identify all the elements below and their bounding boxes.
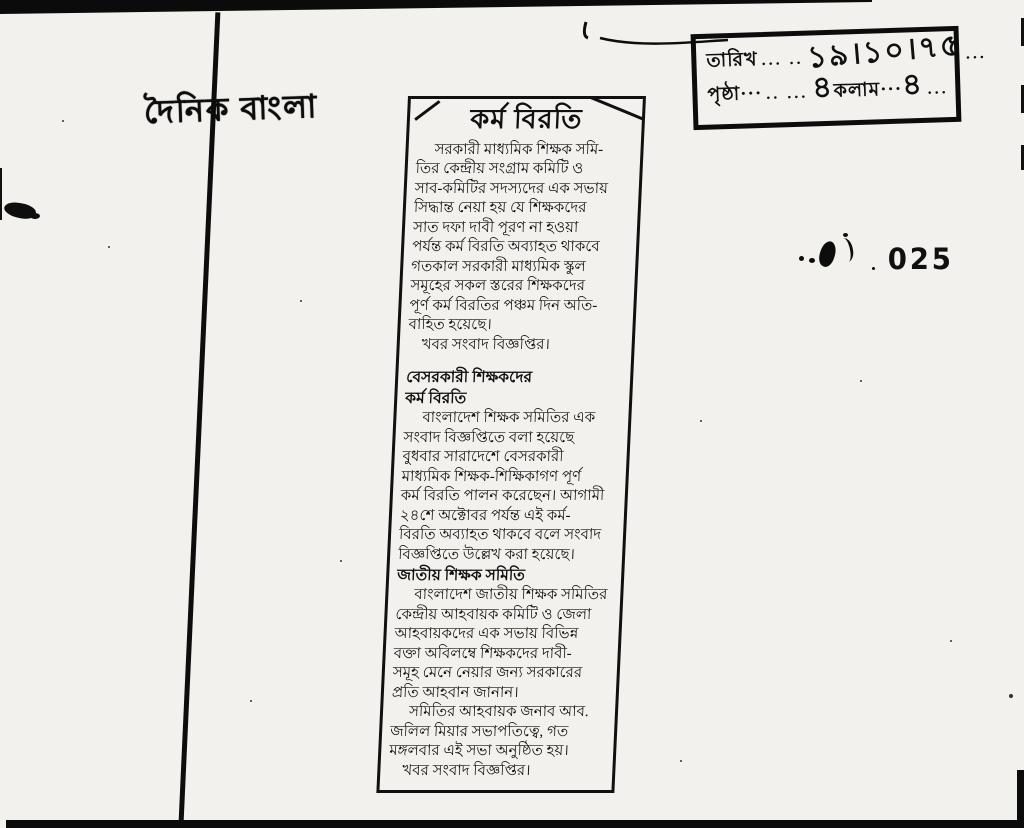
scan-speck xyxy=(62,120,64,122)
article-credit-line: খবর সংবাদ বিজ্ঞপ্তির। xyxy=(401,762,531,779)
archive-date-stamp xyxy=(691,26,988,130)
stamp-column-value-handwritten: ৪ xyxy=(900,66,925,104)
scan-speck xyxy=(300,300,302,302)
scan-top-edge-bar xyxy=(0,0,872,14)
article-subhead-private-teachers: বেসরকারী শিক্ষকদের কর্ম বিরতি xyxy=(404,369,533,408)
stamp-page-value-handwritten: ৪ xyxy=(810,69,835,106)
ink-dot xyxy=(799,256,804,261)
scan-speck xyxy=(860,380,862,382)
article-paragraph-3a: বাংলাদেশ জাতীয় শিক্ষক সমিতির কেন্দ্রীয় আহবায়ক কমিটি ও জেলা আহবায়কদের এক সভায় বিভিন্ন বক্তা অবিলম্বে শিক্ষকদের দাবী- সমূহ মেনে নেয়ার জন্য সরকারের প্রতি আহবান জানান। xyxy=(391,587,608,701)
scan-right-bottom-edge-mark xyxy=(1017,770,1024,824)
scan-speck xyxy=(1009,694,1013,698)
scan-speck xyxy=(680,760,682,762)
article-credit-line: খবর সংবাদ বিজ্ঞপ্তির। xyxy=(421,336,551,353)
ink-dot xyxy=(843,233,848,237)
scan-speck xyxy=(250,700,252,702)
scan-bottom-edge-bar xyxy=(6,820,1024,828)
stamp-leader-dots: .. ... xyxy=(766,84,809,103)
stamp-date-value-handwritten: ১৯।১০।৭৫ xyxy=(806,27,963,76)
article-headline: কর্ম বিরতি xyxy=(469,104,584,134)
article-paragraph-2: বাংলাদেশ শিক্ষক সমিতির এক সংবাদ বিজ্ঞপ্তিতে বলা হয়েছে বুধবার সারাদেশে বেসরকারী মাধ্যমিক শিক্ষক-শিক্ষিকাগণ পূর্ণ কর্ম বিরতি পালন করেছেন। আগামী ২৪শে অক্টোবর পর্যন্ত এই কর্ম- বিরতি অব্যাহত থাকবে বলে সংবাদ বিজ্ঞপ্তিতে উল্লেখ করা হয়েছে। xyxy=(397,410,605,563)
ink-blot xyxy=(837,237,856,263)
stamp-leader-dots: ... .. xyxy=(761,50,804,70)
ink-dot xyxy=(809,258,815,263)
stamp-page-label: পৃষ্ঠা··· xyxy=(707,83,763,106)
scan-speck xyxy=(950,640,952,642)
scan-speck xyxy=(340,560,342,562)
archive-doc-number: 025 xyxy=(887,242,954,276)
ink-blot xyxy=(816,239,838,268)
stamp-column-label: কলাম··· xyxy=(833,78,903,102)
newspaper-clipping xyxy=(376,96,646,793)
ink-dot xyxy=(872,267,875,270)
scan-speck xyxy=(700,420,702,422)
article-paragraph-3b: সমিতির আহবায়ক জনাব আব. জলিল মিয়ার সভাপতিত্বে, গত মঙ্গলবার এই সভা অনুষ্ঠিত হয়। xyxy=(388,704,590,760)
stamp-leader-dots: ... xyxy=(965,44,988,63)
scan-speck xyxy=(108,246,110,248)
article-subhead-national-teachers: জাতীয় শিক্ষক সমিতি xyxy=(396,567,526,585)
publication-name-handwritten: দৈনিক বাংলা xyxy=(143,87,319,131)
scan-left-edge-mark xyxy=(0,168,2,220)
stamp-leader-dots: ... xyxy=(927,80,949,98)
article-paragraph-1: সরকারী মাধ্যমিক শিক্ষক সমি- তির কেন্দ্রীয় সংগ্রাম কমিটি ও সাব-কমিটির সদস্যদের এক সভায় সিদ্ধান্ত নেয়া হয় যে শিক্ষকদের সাত দফা দাবী পূরণ না হওয়া পর্যন্ত কর্ম বিরতি অব্যাহত থাকবে গতকাল সরকারী মাধ্যমিক স্কুল সমূহের সকল স্তরের শিক্ষকদের পূর্ণ কর্ম বিরতির পঞ্চম দিন অতি- বাহিত হয়েছে। xyxy=(408,141,609,334)
ink-smudge xyxy=(30,213,40,219)
stamp-date-label: তারিখ xyxy=(706,49,758,72)
